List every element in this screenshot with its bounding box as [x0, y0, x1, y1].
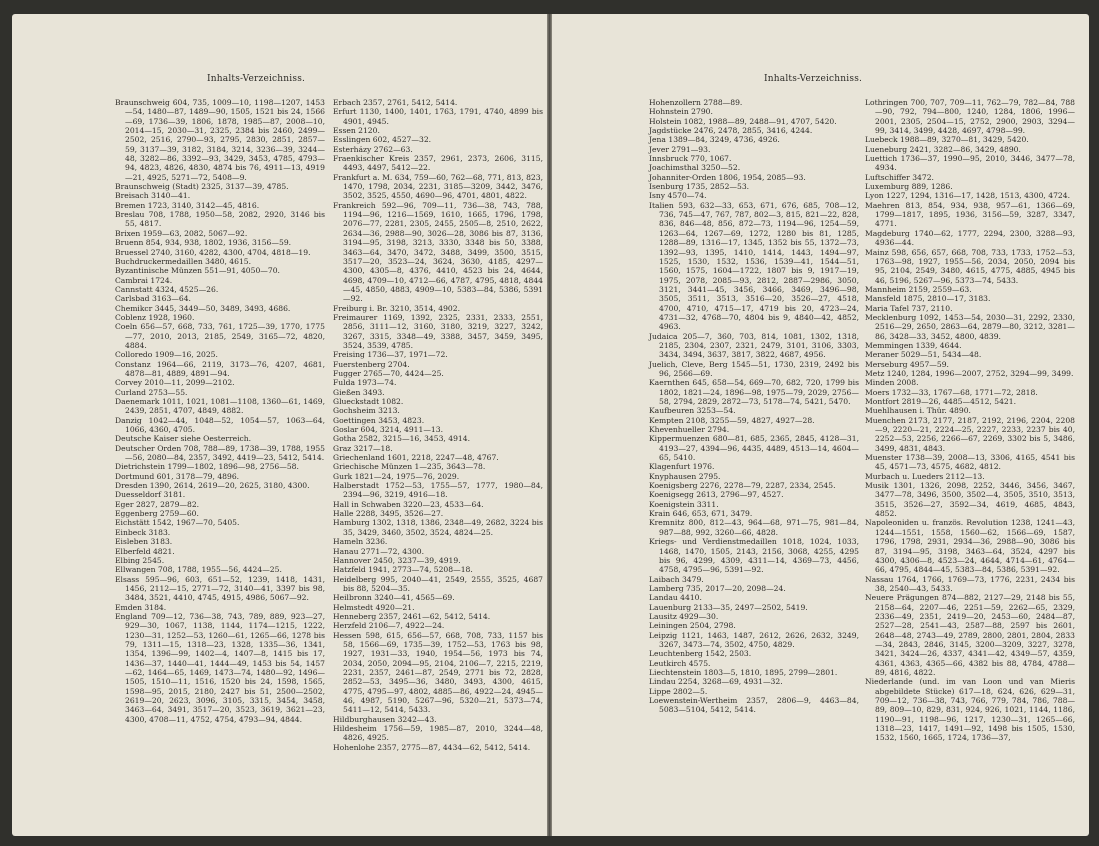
index-entry: Kaufbeuren 3253—54. [649, 406, 736, 416]
index-entry: Napoleoniden u. französ. Revolution 1238, 1241—43, 1244—1551, 1558, 1560—62, 1566—69, 1587, 1796, 1798, 2931, 2934—36, 2988—90, 3086 bis 87, 3194—95, 3198, 3463—64, 3524, 4297 bis 4300, 4306—8, 4523—24, 4644, 4714—61, 4764—66, 4795, 4844—45, 5383—84, 5386, 5391—92. [865, 518, 1075, 575]
index-entry: Eichstätt 1542, 1967—70, 5405. [115, 518, 240, 528]
index-entry: Kempten 2108, 3255—59, 4827, 4927—28. [649, 415, 815, 425]
index-entry: Glueckstadt 1082. [333, 397, 404, 406]
right-page [552, 14, 1089, 836]
index-entry: Mannheim 2159, 2559—63. [865, 284, 972, 294]
index-entry: Lausitz 4929—30. [649, 611, 719, 621]
index-entry: Luxemburg 889, 1286. [865, 182, 953, 192]
index-entry: Hohenlohe 2357, 2775—87, 4434—62, 5412, 5414. [333, 742, 531, 752]
left-running-head: Inhalts-Verzeichniss. [207, 74, 306, 84]
index-entry: Luebeck 1988—89, 3270—81, 3429, 5420. [865, 135, 1029, 145]
index-entry: Eggenberg 2759—60. [115, 509, 199, 519]
index-entry: Breisach 3140—41. [115, 191, 191, 201]
index-entry: Juelich, Cleve, Berg 1545—51, 1730, 2319, 2492 bis 96, 2566—69. [649, 359, 859, 378]
index-entry: Maehren 813, 854, 934, 938, 957—61, 1366—69, 1799—1817, 1895, 1936, 3156—59, 3287, 3347, 4771. [865, 200, 1075, 229]
index-entry: Lothringen 700, 707, 709—11, 762—79, 782—84, 788—90, 792, 794—800, 1240, 1284, 1806, 1996—2001, 2305, 2504—15, 2752, 2900, 2903, 3294—99, 3414, 3499, 4428, 4697, 4798—99. [865, 98, 1075, 136]
index-entry: Krain 646, 653, 671, 3479. [649, 509, 753, 519]
index-entry: Goettingen 3453, 4823. [333, 415, 425, 425]
index-entry: Hameln 3236. [333, 537, 388, 547]
index-entry: Frankreich 592—96, 709—11, 736—38, 743, 788, 1194—96, 1216—1569, 1610, 1665, 1796, 1798, 2076—77, 2281, 2305, 2455, 2505—8, 2510, 2622, 2634—36, 2988—90, 3026—28, 3086 bis 87, 3136, 3194—95, 3198, 3213, 3330, 3348 bis 50, 3388, 3463—64, 3470, 3472, 3488, 3499, 3500, 3515, 3517—20, 3523—24, 3624, 3630, 4185, 4297—4300, 4305—8, 4376, 4410, 4523 bis 24, 4644, 4698, 4709—10, 4712—66, 4787, 4795, 4818, 4844—45, 4850, 4883, 4909—10, 5383—84, 5386, 5391—92. [333, 200, 543, 304]
index-entry: Daenemark 1011, 1021, 1081—1108, 1360—61, 1469, 2439, 2851, 4707, 4849, 4882. [115, 397, 325, 416]
index-entry: Kriegs- und Verdienstmedaillen 1018, 1024, 1033, 1468, 1470, 1505, 2143, 2156, 3068, 4255, 4295 bis 96, 4299, 4309, 4311—14, 4369—73, 4456, 4758, 4795—96, 5391—92. [649, 537, 859, 575]
index-entry: Erbach 2357, 2761, 5412, 5414. [333, 98, 458, 107]
index-entry: England 709—12, 736—38, 743, 789, 889, 923—27, 929—30, 1067, 1138, 1144, 1174—1215, 1222, 1230—31, 1252—53, 1260—61, 1265—66, 1278 bis 79, 1311—15, 1318—23, 1328, 1335—36, 1341, 1354, 1396—99, 1402—4, 1407—8, 1415 bis 17, 1436—37, 1440—41, 1444—49, 1453 bis 54, 1457—62, 1464—65, 1469, 1473—74, 1480—92, 1496—1505, 1510—11, 1516, 1520 bis 24, 1598, 1565, 1598—95, 2015, 2180, 2427 bis 51, 2500—2502, 2619—20, 2623, 3096, 3105, 3315, 3454, 3458, 3463—64, 3491, 3517—20, 3523, 3619, 3621—23, 4300, 4708—11, 4752, 4754, 4793—94, 4844. [115, 611, 325, 724]
index-entry: Fraenkischer Kreis 2357, 2961, 2373, 2606, 3115, 4493, 4497, 5412—22. [333, 154, 543, 173]
index-entry: Luftschiffer 3472. [865, 172, 934, 182]
index-entry: Emden 3184. [115, 602, 167, 612]
index-entry: Brixen 1959—63, 2082, 5067—92. [115, 228, 248, 238]
index-entry: Kippermuenzen 680—81, 685, 2365, 2845, 4128—31, 4193—27, 4394—96, 4435, 4489, 4513—14, 4604—65, 5410. [649, 434, 859, 463]
index-entry: Moers 1732—33, 1767—68, 1771—72, 2818. [865, 387, 1038, 397]
index-entry: Ellwangen 708, 1788, 1955—56, 4424—25. [115, 565, 282, 575]
index-entry: Colloredo 1909—16, 2025. [115, 350, 218, 360]
index-entry: Elsass 595—96, 603, 651—52, 1239, 1418, 1431, 1456, 2112—15, 2771—72, 3140—41, 3397 bis 98, 3484, 3521, 4410, 4745, 4915, 4986, 5067—92. [115, 574, 325, 603]
right-running-head: Inhalts-Verzeichniss. [764, 74, 863, 84]
index-entry: Musik 1301, 1326, 2098, 2252, 3446, 3456, 3467, 3477—78, 3496, 3500, 3502—4, 3505, 3510, 3513, 3515, 3526—27, 3592—34, 4619, 4685, 4843, 4852. [865, 481, 1075, 519]
index-entry: Muehlhausen i. Thür. 4890. [865, 406, 971, 416]
index-entry: Braunschweig (Stadt) 2325, 3137—39, 4785. [115, 182, 289, 192]
index-entry: Murbach u. Lueders 2112—13. [865, 471, 985, 481]
index-entry: Byzantinische Münzen 551—91, 4050—70. [115, 266, 280, 276]
index-entry: Henneberg 2357, 2461—62, 5412, 5414. [333, 611, 491, 621]
index-entry: Merseburg 4957—59. [865, 359, 949, 369]
index-entry: Deutscher Orden 708, 788—89, 1738—39, 1788, 1955—56, 2080—84, 2357, 3492, 4419—23, 5412, 5414. [115, 443, 325, 463]
index-entry: Meraner 5029—51, 5434—48. [865, 350, 982, 360]
right-column-1 [649, 98, 859, 715]
index-entry: Helmstedt 4920—21. [333, 602, 415, 612]
index-entry: Fulda 1973—74. [333, 378, 397, 388]
index-entry: Dietrichstein 1799—1802, 1896—98, 2756—58. [115, 462, 299, 472]
index-entry: Hildesheim 1756—59, 1985—87, 2010, 3244—48, 4826, 4925. [333, 724, 543, 743]
index-entry: Coblenz 1928, 1960. [115, 312, 195, 322]
index-entry: Buchdruckermedaillen 3480, 4615. [115, 256, 252, 266]
index-entry: Neuere Prägungen 874—882, 2127—29, 2148 bis 55, 2158—64, 2207—46, 2251—59, 2262—65, 2329, 2336—49, 2351, 2419—20, 2453—60, 2484—87, 2527—28, 2541—43, 2587—88, 2597 bis 2601, 2648—48, 2743—49, 2789, 2800, 2801, 2804, 2833—34, 2843, 2846, 3145, 3200—3209, 3227, 3278, 3421, 3424—26, 4337, 4341—42, 4349—57, 4359, 4361, 4363, 4365—66, 4382 bis 88, 4784, 4788—89, 4816, 4822. [865, 593, 1075, 677]
index-entry: Hall in Schwaben 3220—23, 4533—64. [333, 499, 484, 509]
index-entry: Muenster 1738—39, 2008—13, 3306, 4165, 4541 bis 45, 4571—73, 4575, 4682, 4812. [865, 453, 1075, 472]
index-entry: Carlsbad 3163—64. [115, 294, 191, 304]
index-entry: Innsbruck 770, 1067. [649, 154, 732, 164]
index-entry: Isny 4570—74. [649, 191, 707, 201]
index-entry: Mainz 598, 656, 657, 668, 708, 733, 1733, 1752—53, 1763—98, 1927, 1955—56, 2034, 2050, 2094 bis 95, 2104, 2549, 3480, 4615, 4775, 4885, 4945 bis 46, 5196, 5267—96, 5373—74, 5433. [865, 247, 1075, 285]
index-entry: Hamburg 1302, 1318, 1386, 2348—49, 2682, 3224 bis 35, 3429, 3460, 3502, 3524, 4824—25. [333, 518, 543, 537]
index-entry: Heilbronn 3240—41, 4565—69. [333, 593, 455, 603]
index-entry: Cannstatt 4324, 4525—26. [115, 284, 219, 294]
index-entry: Halberstadt 1752—53, 1755—57, 1777, 1980—84, 2394—96, 3219, 4916—18. [333, 481, 543, 500]
index-entry: Freising 1736—37, 1971—72. [333, 350, 448, 360]
index-entry: Leipzig 1121, 1463, 1487, 2612, 2626, 2632, 3249, 3267, 3473—74, 3502, 4750, 4829. [649, 630, 859, 649]
index-entry: Memmingen 1339, 4644. [865, 340, 962, 350]
index-entry: Danzig 1042—44, 1048—52, 1054—57, 1063—64, 1066, 4360, 4705. [115, 415, 325, 435]
index-entry: Eger 2827, 2879—82. [115, 499, 200, 509]
index-entry: Judaica 205—7, 360, 703, 814, 1081, 1302, 1318, 2185, 2304, 2307, 2321, 2479, 3101, 3106, 3303, 3434, 3494, 3637, 3817, 3822, 4687, 4956. [649, 331, 859, 360]
index-entry: Freimaurer 1169, 1392, 2325, 2331, 2333, 2551, 2856, 3111—12, 3160, 3180, 3219, 3227, 3242, 3267, 3315, 3348—49, 3388, 3457, 3459, 3495, 3524, 3539, 4785. [333, 312, 543, 350]
index-entry: Jever 2791—93. [649, 144, 711, 154]
index-entry: Nassau 1764, 1766, 1769—73, 1776, 2231, 2434 bis 38, 2540—43, 5433. [865, 574, 1075, 593]
index-entry: Frankfurt a. M. 634, 759—60, 762—68, 771, 813, 823, 1470, 1798, 2034, 2231, 3185—3209, 3442, 3476, 3502, 3525, 4550, 4690—96, 4701, 4801, 4822. [333, 172, 543, 201]
index-entry: Lamberg 735, 2017—20, 2098—24. [649, 583, 786, 593]
index-entry: Magdeburg 1740—62, 1777, 2294, 2300, 3288—93, 4936—44. [865, 228, 1075, 248]
index-entry: Hatzfeld 1941, 2773—74, 5208—18. [333, 565, 473, 575]
index-entry: Gochsheim 3213. [333, 406, 400, 416]
index-entry: Lippe 2802—5. [649, 686, 708, 696]
index-entry: Jagdstücke 2476, 2478, 2855, 3416, 4244. [649, 126, 813, 136]
index-entry: Fuerstenberg 2704. [333, 359, 410, 369]
index-entry: Montfort 2819—26, 4485—4512, 5421. [865, 397, 1016, 406]
index-entry: Klagenfurt 1976. [649, 462, 715, 472]
index-entry: Freiburg i. Br. 3210, 3514, 4902. [333, 303, 460, 313]
index-entry: Hohenzollern 2788—89. [649, 98, 743, 107]
index-entry: Elberfeld 4821. [115, 546, 175, 556]
index-entry: Herzfeld 2106—7, 4922—24. [333, 621, 445, 631]
index-entry: Mansfeld 1875, 2810—17, 3183. [865, 294, 991, 304]
index-entry: Corvey 2010—11, 2099—2102. [115, 378, 235, 388]
index-entry: Kaernthen 645, 658—54, 669—70, 682, 720, 1799 bis 1802, 1821—24, 1896—98, 1975—79, 2029, 2756—58, 2794, 2829, 2872—73, 5178—74, 5421, 5470. [649, 378, 859, 406]
index-entry: Koenigsegg 2613, 2796—97, 4527. [649, 490, 784, 500]
index-entry: Coeln 656—57, 668, 733, 761, 1725—39, 1770, 1775—77, 2010, 2013, 2185, 2549, 3165—72, 4820, 4884. [115, 322, 325, 350]
right-column-2 [865, 98, 1075, 743]
index-entry: Metz 1240, 1284, 1996—2007, 2752, 3294—99, 3499. [865, 368, 1074, 378]
index-entry: Landau 4410. [649, 593, 702, 603]
index-entry: Jena 1389—84, 3249, 4736, 4926. [649, 135, 780, 145]
index-entry: Maria Tafel 737, 2110. [865, 303, 953, 313]
index-entry: Goslar 604, 3214, 4911—13. [333, 425, 444, 435]
index-entry: Mecklenburg 1092, 1453—54, 2030—31, 2292, 2330, 2516—29, 2650, 2863—64, 2879—80, 3212, 3281—86, 3428—33, 3452, 4800, 4839. [865, 312, 1075, 341]
index-entry: Bruessel 2740, 3160, 4282, 4300, 4704, 4818—19. [115, 247, 311, 257]
index-entry: Elbing 2545. [115, 555, 165, 565]
index-entry: Knyphausen 2795. [649, 471, 721, 481]
index-entry: Hohnstein 2790. [649, 107, 713, 117]
index-entry: Deutsche Kaiser siehe Oesterreich. [115, 434, 252, 444]
index-entry: Lauenburg 2133—35, 2497—2502, 5419. [649, 602, 808, 612]
index-entry: Leutkirch 4575. [649, 658, 711, 668]
index-entry: Lyon 1227, 1294, 1316—17, 1428, 1513, 4300, 4724. [865, 191, 1070, 201]
index-entry: Gießen 3493. [333, 387, 385, 397]
index-entry: Gotha 2582, 3215—16, 3453, 4914. [333, 434, 470, 444]
index-entry: Johanniter-Orden 1806, 1954, 2085—93. [649, 172, 806, 182]
index-entry: Luettich 1736—37, 1990—95, 2010, 3446, 3477—78, 4934. [865, 154, 1075, 173]
index-entry: Joachimsthal 3250—52. [649, 163, 741, 173]
index-entry: Hessen 598, 615, 656—57, 668, 708, 733, 1157 bis 58, 1566—69, 1735—39, 1752—53, 1763 bis 98, 1927, 1931—33, 1940, 1954—56, 1973 bis 74, 2034, 2050, 2094—95, 2104, 2106—7, 2215, 2219, 2231, 2357, 2461—87, 2549, 2771 bis 72, 2828, 2852—53, 3495—36, 3480, 3493, 4300, 4615, 4775, 4795—97, 4802, 4885—86, 4922—24, 4945—46, 4987, 5190, 5267—96, 5320—21, 5373—74, 5411—12, 5414, 5433. [333, 630, 543, 715]
index-entry: Minden 2008. [865, 378, 919, 388]
index-entry: Dresden 1390, 2614, 2619—20, 2625, 3180, 4300. [115, 481, 310, 491]
index-entry: Erfurt 1130, 1400, 1401, 1763, 1791, 4740, 4899 bis 4901, 4945. [333, 107, 543, 126]
index-entry: Halle 2288, 3495, 3526—27. [333, 509, 444, 519]
index-entry: Einbeck 3183. [115, 527, 171, 537]
index-entry: Constanz 1964—66, 2119, 3173—76, 4207, 4681, 4878—81, 4889, 4891—94. [115, 359, 325, 378]
index-entry: Griechische Münzen 1—235, 3643—78. [333, 462, 486, 472]
left-column-2 [333, 98, 543, 752]
index-entry: Koenigsberg 2276, 2278—79, 2287, 2334, 2545. [649, 481, 836, 491]
index-entry: Esterházy 2762—63. [333, 144, 413, 154]
left-column-1 [115, 98, 325, 724]
index-entry: Hildburghausen 3242—43. [333, 714, 437, 724]
index-entry: Lueneburg 2421, 3282—86, 3429, 4890. [865, 144, 1021, 154]
index-entry: Liechtenstein 1803—5, 1810, 1895, 2799—2801. [649, 667, 838, 677]
index-entry: Duesseldorf 3181. [115, 490, 186, 500]
index-entry: Chemikcr 3445, 3449—50, 3489, 3493, 4686. [115, 303, 291, 313]
index-entry: Fugger 2765—70, 4424—25. [333, 368, 444, 378]
index-entry: Lindau 2254, 3268—69, 4931—32. [649, 677, 783, 687]
index-entry: Braunschweig 604, 735, 1009—10, 1198—1207, 1453—54, 1480—87, 1489—90, 1505, 1521 bis 24, 1566—69, 1736—39, 1806, 1878, 1985—87, 2008—10, 2014—15, 2030—31, 2325, 2384 bis 2460, 2499—2502, 2516, 2790—93, 2795, 2830, 2851, 2857—59, 3137—39, 3182, 3184, 3214, 3236—39, 3244—48, 3282—86, 3392—93, 3429, 3453, 4785, 4793—94, 4823, 4826, 4830, 4874 bis 76, 4911—13, 4919—21, 4925, 5271—72, 5408—9. [115, 98, 325, 182]
index-entry: Graz 3217—18. [333, 443, 393, 453]
index-entry: Bremen 1723, 3140, 3142—45, 4816. [115, 200, 260, 210]
index-entry: Khevenhueller 2794. [649, 425, 730, 435]
index-entry: Breslau 708, 1788, 1950—58, 2082, 2920, 3146 bis 55, 4817. [115, 210, 325, 229]
index-entry: Bruenn 854, 934, 938, 1802, 1936, 3156—59. [115, 238, 292, 248]
index-entry: Hannover 2450, 3237—39, 4919. [333, 555, 461, 565]
index-entry: Griechenland 1601, 2218, 2247—48, 4767. [333, 453, 499, 463]
index-entry: Kremnitz 800, 812—43, 964—68, 971—75, 981—84, 987—88, 992, 3260—66, 4828. [649, 518, 859, 537]
index-entry: Koenigstein 3311. [649, 499, 719, 509]
index-entry: Niederlande (und. im van Loon und van Mieris abgebildete Stücke) 617—18, 624, 626, 629—31, 709—12, 736—38, 743, 766, 779, 784, 786, 788—89, 809—10, 829, 831, 924, 926, 1021, 1144, 1186, 1190—91, 1198—96, 1217, 1230—31, 1265—66, 1318—23, 1417, 1491—92, 1498 bis 1505, 1530, 1532, 1560, 1665, 1724, 1736—37, [865, 677, 1075, 743]
index-entry: Cambrai 1724. [115, 275, 173, 285]
index-entry: Isenburg 1735, 2852—53. [649, 182, 750, 192]
index-entry: Loewenstein-Wertheim 2357, 2806—9, 4463—84, 5083—5104, 5412, 5414. [649, 696, 859, 715]
index-entry: Holstein 1082, 1988—89, 2488—91, 4707, 5420. [649, 116, 837, 126]
index-entry: Muenchen 2173, 2177, 2187, 2192, 2196, 2204, 2208—9, 2220—21, 2224—25, 2227, 2233, 2237 bis 40, 2252—53, 2256, 2266—67, 2269, 3302 bis 5, 3486, 3499, 4831, 4843. [865, 415, 1075, 453]
index-entry: Essen 2120. [333, 126, 380, 136]
index-entry: Heidelberg 995, 2040—41, 2549, 2555, 3525, 4687 bis 88, 5204—35. [333, 574, 543, 593]
index-entry: Hanau 2771—72, 4300. [333, 546, 425, 556]
index-entry: Eisleben 3183. [115, 537, 173, 547]
index-entry: Italien 593, 632—33, 653, 671, 676, 685, 708—12, 736, 745—47, 767, 787, 802—3, 815, 821—22, 828, 836, 846—48, 856, 872—73, 1194—96, 1254—59, 1263—64, 1267—69, 1272, 1280 bis 81, 1285, 1288—89, 1316—17, 1345, 1352 bis 55, 1372—73, 1392—93, 1395, 1410, 1414, 1443, 1494—97, 1525, 1530, 1532, 1536, 1539—41, 1544—51, 1560, 1575, 1604—1722, 1807 bis 9, 1917—19, 1975, 2078, 2085—93, 2812, 2887—2986, 3050, 3121, 3441—45, 3456, 3466, 3469, 3496—98, 3505, 3511, 3513, 3516—20, 3526—27, 4518, 4700, 4710, 4715—17, 4719 bis 20, 4723—24, 4731—32, 4768—70, 4804 bis 9, 4840—42, 4852, 4963. [649, 200, 859, 332]
index-entry: Curland 2753—55. [115, 387, 188, 397]
index-entry: Dortmund 601, 3178—79, 4896. [115, 471, 240, 481]
left-page [12, 14, 547, 836]
index-entry: Esslingen 602, 4527—32. [333, 135, 432, 145]
index-entry: Leiningen 2504, 2798. [649, 621, 736, 631]
index-entry: Leuchtenberg 1542, 2503. [649, 649, 752, 659]
index-entry: Laibach 3479. [649, 574, 704, 584]
index-entry: Gurk 1821—24, 1975—76, 2029. [333, 471, 460, 481]
